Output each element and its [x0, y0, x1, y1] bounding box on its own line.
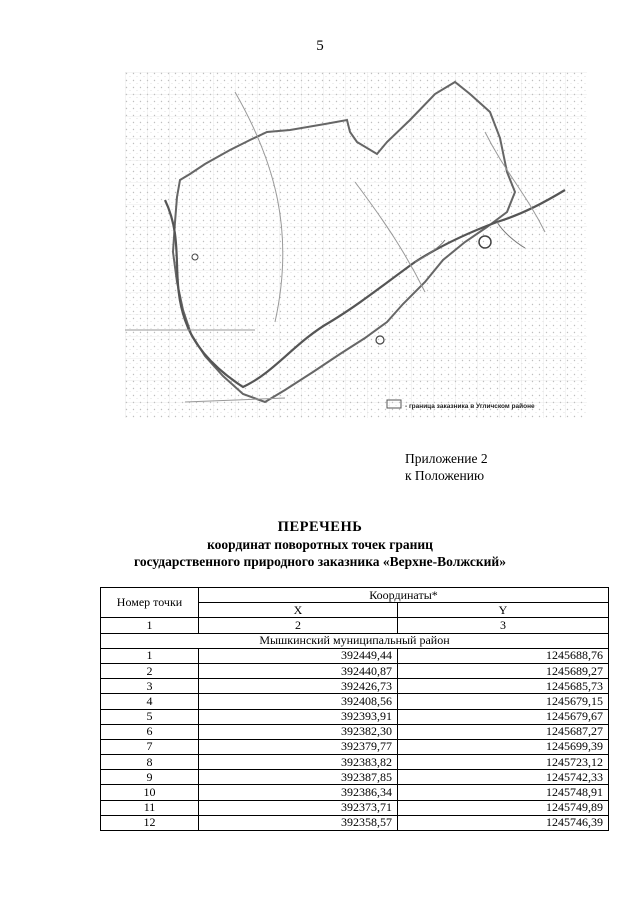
appendix-line-2: к Положению: [405, 468, 485, 483]
x-coordinate-cell: 392440,87: [199, 663, 398, 678]
table-row: [101, 815, 609, 830]
y-coordinate-cell: 1245679,67: [398, 709, 609, 724]
page-number: 5: [316, 38, 324, 54]
table-row: [101, 785, 609, 800]
section-row: [101, 633, 609, 648]
x-coordinate-cell: 392426,73: [199, 679, 398, 694]
table-row: [101, 755, 609, 770]
x-coordinate-cell: 392393,91: [199, 709, 398, 724]
point-number-cell: 10: [101, 785, 199, 800]
y-coordinate-cell: 1245723,12: [398, 755, 609, 770]
x-coordinate-cell: 392373,71: [199, 800, 398, 815]
heading-subtitle-1: координат поворотных точек границ: [207, 537, 433, 552]
column-number: 1: [101, 618, 199, 633]
y-coordinate-cell: 1245748,91: [398, 785, 609, 800]
y-coordinate-cell: 1245749,89: [398, 800, 609, 815]
header-coordinates: Координаты*: [199, 588, 609, 603]
map-legend-label: - граница заказника в Угличском районе: [405, 403, 535, 410]
x-coordinate-cell: 392358,57: [199, 815, 398, 830]
x-coordinate-cell: 392383,82: [199, 755, 398, 770]
y-coordinate-cell: 1245699,39: [398, 739, 609, 754]
table-row: [101, 663, 609, 678]
y-coordinate-cell: 1245685,73: [398, 679, 609, 694]
table-row: [101, 770, 609, 785]
x-coordinate-cell: 392382,30: [199, 724, 398, 739]
column-number: 3: [398, 618, 609, 633]
table-row: [101, 648, 609, 663]
table-row: [101, 694, 609, 709]
point-number-cell: 3: [101, 679, 199, 694]
heading-subtitle-2: государственного природного заказника «Верхне-Волжский»: [134, 554, 506, 569]
boundary-map: [125, 72, 587, 418]
point-number-cell: 8: [101, 755, 199, 770]
column-number-row: [101, 618, 609, 633]
x-coordinate-cell: 392379,77: [199, 739, 398, 754]
table-row: [101, 724, 609, 739]
x-coordinate-cell: 392408,56: [199, 694, 398, 709]
point-number-cell: 7: [101, 739, 199, 754]
document-heading: [0, 518, 640, 570]
header-row: [101, 588, 609, 603]
point-number-cell: 9: [101, 770, 199, 785]
column-number: 2: [199, 618, 398, 633]
point-number-cell: 4: [101, 694, 199, 709]
appendix-line-1: Приложение 2: [405, 451, 488, 466]
coordinates-table: [100, 587, 609, 831]
point-number-cell: 6: [101, 724, 199, 739]
point-number-cell: 11: [101, 800, 199, 815]
point-number-cell: 1: [101, 648, 199, 663]
point-number-cell: 5: [101, 709, 199, 724]
header-x: X: [199, 603, 398, 618]
header-y: Y: [398, 603, 609, 618]
y-coordinate-cell: 1245687,27: [398, 724, 609, 739]
appendix-reference: [405, 450, 488, 484]
x-coordinate-cell: 392449,44: [199, 648, 398, 663]
header-point-number: Номер точки: [101, 588, 199, 618]
table-row: [101, 709, 609, 724]
point-number-cell: 2: [101, 663, 199, 678]
point-number-cell: 12: [101, 815, 199, 830]
table-row: [101, 739, 609, 754]
section-label: Мышкинский муниципальный район: [101, 633, 609, 648]
y-coordinate-cell: 1245742,33: [398, 770, 609, 785]
y-coordinate-cell: 1245689,27: [398, 663, 609, 678]
heading-title: ПЕРЕЧЕНЬ: [277, 519, 363, 535]
y-coordinate-cell: 1245679,15: [398, 694, 609, 709]
table-row: [101, 800, 609, 815]
table-row: [101, 679, 609, 694]
x-coordinate-cell: 392386,34: [199, 785, 398, 800]
x-coordinate-cell: 392387,85: [199, 770, 398, 785]
y-coordinate-cell: 1245746,39: [398, 815, 609, 830]
y-coordinate-cell: 1245688,76: [398, 648, 609, 663]
